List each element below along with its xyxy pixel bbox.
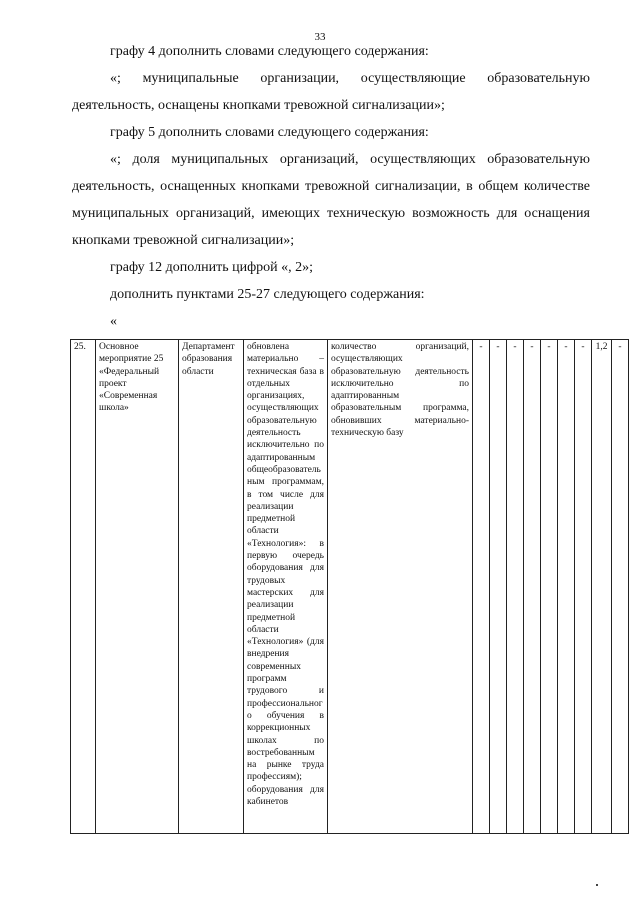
value-cell: 1,2 [592, 340, 612, 834]
measures-table [70, 339, 629, 834]
paragraph-graph4-intro: графу 4 дополнить словами следующего содержания: [110, 44, 429, 59]
value-cell: - [575, 340, 592, 834]
indicator: количество организаций, осуществляющих образовательную деятельность исключительно по адаптированным образовательным программа, обновивших материально-техническую базу [328, 340, 473, 834]
measure-name: Основное мероприятие 25 «Федеральный проект «Современная школа» [96, 340, 179, 834]
value-cell: - [507, 340, 524, 834]
page-number: 33 [314, 31, 326, 43]
paragraph-add-items: дополнить пунктами 25-27 следующего содержания: [110, 287, 425, 302]
paragraph-graph5-intro: графу 5 дополнить словами следующего содержания: [110, 125, 429, 140]
value-cell: - [490, 340, 507, 834]
value-cell: - [612, 340, 629, 834]
scan-dot [596, 884, 598, 886]
value-cell: - [473, 340, 490, 834]
value-cell: - [524, 340, 541, 834]
paragraph-graph4-text: «; муниципальные организации, осуществляющие образовательную деятельность, оснащены кнопками тревожной сигнализации»; [72, 71, 590, 113]
row-number: 25. [71, 340, 96, 834]
paragraph-graph12: графу 12 дополнить цифрой «, 2»; [110, 260, 314, 275]
executor: Департамент образования области [179, 340, 244, 834]
table-row [71, 340, 629, 834]
value-cell: - [558, 340, 575, 834]
value-cell: - [541, 340, 558, 834]
paragraph-graph5-text: «; доля муниципальных организаций, осуществляющих образовательную деятельность, оснащенных кнопками тревожной сигнализации, в общем количестве муниципальных организаций, имеющих техническую возможность для оснащения кнопками тревожной сигнализации»; [72, 152, 590, 248]
expected-result: обновлена материально – техническая база в отдельных организациях, осуществляющих образовательную деятельность исключительно по адаптированным общеобразовательным программам, в том числе для реализации предметной области «Технология»: в первую очередь оборудования для трудовых мастерских для реализации предметной области «Технология» (для внедрения современных программ трудового и профессионального обучения в коррекционных школах по востребованным на рынке труда профессиям); оборудования для кабинетов [244, 340, 328, 834]
paragraph-open-quote: « [110, 314, 117, 329]
